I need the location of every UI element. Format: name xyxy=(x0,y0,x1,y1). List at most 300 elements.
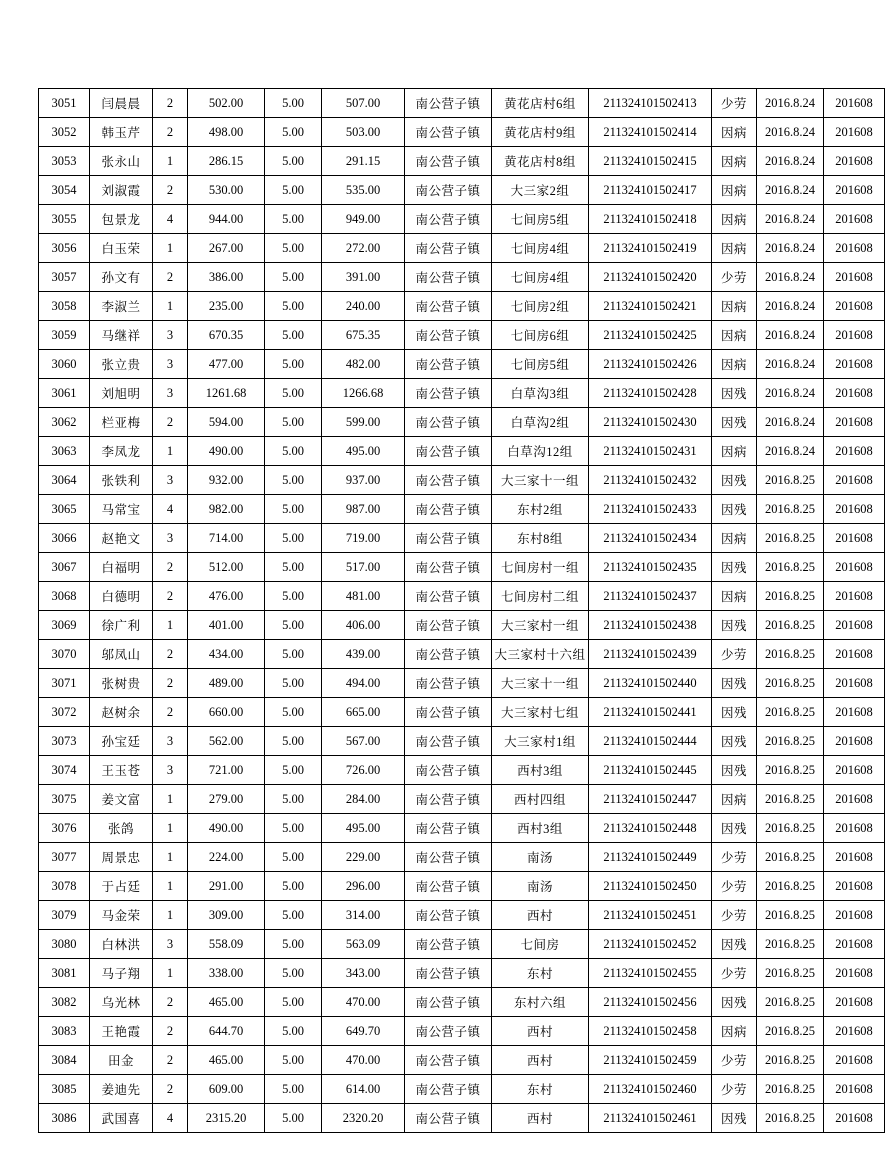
cell-id: 3056 xyxy=(39,234,90,263)
cell-count: 1 xyxy=(153,814,188,843)
cell-name: 张立贵 xyxy=(90,350,153,379)
cell-code: 211324101502435 xyxy=(589,553,712,582)
cell-amount: 477.00 xyxy=(188,350,265,379)
cell-town: 南公营子镇 xyxy=(405,640,492,669)
cell-reason: 少劳 xyxy=(712,1075,757,1104)
cell-amount: 530.00 xyxy=(188,176,265,205)
cell-date: 2016.8.24 xyxy=(757,205,824,234)
cell-village: 西村四组 xyxy=(492,785,589,814)
cell-amount: 498.00 xyxy=(188,118,265,147)
cell-total: 391.00 xyxy=(322,263,405,292)
cell-town: 南公营子镇 xyxy=(405,321,492,350)
cell-period: 201608 xyxy=(824,930,885,959)
table-row xyxy=(39,118,885,147)
cell-reason: 少劳 xyxy=(712,843,757,872)
cell-id: 3079 xyxy=(39,901,90,930)
cell-id: 3073 xyxy=(39,727,90,756)
cell-subsidy: 5.00 xyxy=(265,785,322,814)
cell-period: 201608 xyxy=(824,89,885,118)
cell-village: 东村 xyxy=(492,959,589,988)
cell-id: 3081 xyxy=(39,959,90,988)
cell-total: 240.00 xyxy=(322,292,405,321)
cell-total: 272.00 xyxy=(322,234,405,263)
cell-id: 3064 xyxy=(39,466,90,495)
cell-subsidy: 5.00 xyxy=(265,669,322,698)
cell-reason: 因残 xyxy=(712,988,757,1017)
cell-id: 3069 xyxy=(39,611,90,640)
cell-code: 211324101502421 xyxy=(589,292,712,321)
cell-name: 姜文富 xyxy=(90,785,153,814)
cell-town: 南公营子镇 xyxy=(405,872,492,901)
table-row xyxy=(39,205,885,234)
cell-id: 3057 xyxy=(39,263,90,292)
cell-town: 南公营子镇 xyxy=(405,930,492,959)
cell-village: 西村3组 xyxy=(492,814,589,843)
cell-date: 2016.8.24 xyxy=(757,379,824,408)
cell-date: 2016.8.25 xyxy=(757,988,824,1017)
cell-amount: 660.00 xyxy=(188,698,265,727)
cell-town: 南公营子镇 xyxy=(405,553,492,582)
table-row xyxy=(39,524,885,553)
cell-town: 南公营子镇 xyxy=(405,1046,492,1075)
cell-total: 229.00 xyxy=(322,843,405,872)
cell-code: 211324101502449 xyxy=(589,843,712,872)
cell-code: 211324101502445 xyxy=(589,756,712,785)
table-row xyxy=(39,1075,885,1104)
cell-period: 201608 xyxy=(824,408,885,437)
cell-amount: 562.00 xyxy=(188,727,265,756)
cell-reason: 少劳 xyxy=(712,872,757,901)
cell-town: 南公营子镇 xyxy=(405,1104,492,1133)
cell-total: 482.00 xyxy=(322,350,405,379)
cell-amount: 932.00 xyxy=(188,466,265,495)
cell-village: 七间房村二组 xyxy=(492,582,589,611)
cell-name: 乌光林 xyxy=(90,988,153,1017)
cell-subsidy: 5.00 xyxy=(265,176,322,205)
cell-subsidy: 5.00 xyxy=(265,611,322,640)
cell-total: 503.00 xyxy=(322,118,405,147)
table-row xyxy=(39,611,885,640)
table-row xyxy=(39,698,885,727)
cell-id: 3059 xyxy=(39,321,90,350)
cell-town: 南公营子镇 xyxy=(405,495,492,524)
cell-total: 495.00 xyxy=(322,814,405,843)
cell-period: 201608 xyxy=(824,118,885,147)
cell-count: 2 xyxy=(153,263,188,292)
cell-reason: 因残 xyxy=(712,1104,757,1133)
cell-name: 马金荣 xyxy=(90,901,153,930)
table-row xyxy=(39,1104,885,1133)
table-row xyxy=(39,727,885,756)
cell-count: 3 xyxy=(153,524,188,553)
cell-id: 3071 xyxy=(39,669,90,698)
cell-count: 2 xyxy=(153,582,188,611)
cell-id: 3055 xyxy=(39,205,90,234)
cell-village: 南汤 xyxy=(492,872,589,901)
cell-name: 白玉荣 xyxy=(90,234,153,263)
cell-reason: 因病 xyxy=(712,234,757,263)
cell-town: 南公营子镇 xyxy=(405,1075,492,1104)
cell-period: 201608 xyxy=(824,901,885,930)
cell-town: 南公营子镇 xyxy=(405,350,492,379)
cell-amount: 512.00 xyxy=(188,553,265,582)
cell-amount: 224.00 xyxy=(188,843,265,872)
table-row xyxy=(39,959,885,988)
beneficiary-table xyxy=(38,88,885,1133)
cell-count: 1 xyxy=(153,292,188,321)
cell-id: 3067 xyxy=(39,553,90,582)
cell-village: 大三家村十六组 xyxy=(492,640,589,669)
cell-count: 2 xyxy=(153,176,188,205)
cell-code: 211324101502434 xyxy=(589,524,712,553)
cell-code: 211324101502438 xyxy=(589,611,712,640)
cell-town: 南公营子镇 xyxy=(405,959,492,988)
cell-amount: 594.00 xyxy=(188,408,265,437)
cell-total: 296.00 xyxy=(322,872,405,901)
cell-village: 七间房5组 xyxy=(492,350,589,379)
cell-town: 南公营子镇 xyxy=(405,466,492,495)
cell-date: 2016.8.25 xyxy=(757,669,824,698)
cell-reason: 因病 xyxy=(712,292,757,321)
cell-total: 284.00 xyxy=(322,785,405,814)
cell-date: 2016.8.24 xyxy=(757,147,824,176)
cell-total: 567.00 xyxy=(322,727,405,756)
cell-period: 201608 xyxy=(824,611,885,640)
cell-count: 3 xyxy=(153,756,188,785)
cell-amount: 1261.68 xyxy=(188,379,265,408)
cell-name: 赵艳文 xyxy=(90,524,153,553)
cell-name: 于占廷 xyxy=(90,872,153,901)
cell-amount: 502.00 xyxy=(188,89,265,118)
cell-code: 211324101502447 xyxy=(589,785,712,814)
cell-code: 211324101502418 xyxy=(589,205,712,234)
cell-reason: 因病 xyxy=(712,147,757,176)
cell-count: 3 xyxy=(153,350,188,379)
cell-total: 726.00 xyxy=(322,756,405,785)
cell-amount: 670.35 xyxy=(188,321,265,350)
cell-village: 白草沟3组 xyxy=(492,379,589,408)
cell-period: 201608 xyxy=(824,756,885,785)
cell-id: 3082 xyxy=(39,988,90,1017)
cell-town: 南公营子镇 xyxy=(405,89,492,118)
cell-subsidy: 5.00 xyxy=(265,379,322,408)
cell-date: 2016.8.24 xyxy=(757,408,824,437)
table-row xyxy=(39,234,885,263)
cell-id: 3061 xyxy=(39,379,90,408)
cell-total: 470.00 xyxy=(322,988,405,1017)
cell-date: 2016.8.24 xyxy=(757,118,824,147)
cell-total: 517.00 xyxy=(322,553,405,582)
cell-reason: 因残 xyxy=(712,814,757,843)
cell-count: 1 xyxy=(153,437,188,466)
cell-amount: 476.00 xyxy=(188,582,265,611)
cell-name: 王玉苍 xyxy=(90,756,153,785)
cell-reason: 因残 xyxy=(712,698,757,727)
cell-count: 3 xyxy=(153,466,188,495)
cell-name: 白福明 xyxy=(90,553,153,582)
cell-count: 2 xyxy=(153,408,188,437)
cell-date: 2016.8.25 xyxy=(757,495,824,524)
cell-period: 201608 xyxy=(824,959,885,988)
cell-subsidy: 5.00 xyxy=(265,118,322,147)
table-row xyxy=(39,437,885,466)
cell-subsidy: 5.00 xyxy=(265,640,322,669)
cell-village: 东村8组 xyxy=(492,524,589,553)
table-row xyxy=(39,582,885,611)
cell-period: 201608 xyxy=(824,1075,885,1104)
cell-village: 大三家村一组 xyxy=(492,611,589,640)
cell-subsidy: 5.00 xyxy=(265,466,322,495)
cell-town: 南公营子镇 xyxy=(405,669,492,698)
cell-count: 1 xyxy=(153,872,188,901)
cell-amount: 490.00 xyxy=(188,437,265,466)
cell-village: 大三家十一组 xyxy=(492,466,589,495)
cell-amount: 721.00 xyxy=(188,756,265,785)
cell-total: 563.09 xyxy=(322,930,405,959)
cell-village: 七间房 xyxy=(492,930,589,959)
cell-name: 孙宝廷 xyxy=(90,727,153,756)
cell-id: 3053 xyxy=(39,147,90,176)
cell-amount: 982.00 xyxy=(188,495,265,524)
cell-name: 田金 xyxy=(90,1046,153,1075)
cell-name: 闫晨晨 xyxy=(90,89,153,118)
cell-name: 刘淑霞 xyxy=(90,176,153,205)
cell-total: 291.15 xyxy=(322,147,405,176)
cell-period: 201608 xyxy=(824,437,885,466)
cell-reason: 少劳 xyxy=(712,959,757,988)
cell-town: 南公营子镇 xyxy=(405,292,492,321)
cell-subsidy: 5.00 xyxy=(265,234,322,263)
table-row xyxy=(39,756,885,785)
cell-subsidy: 5.00 xyxy=(265,727,322,756)
cell-total: 507.00 xyxy=(322,89,405,118)
cell-subsidy: 5.00 xyxy=(265,959,322,988)
cell-total: 649.70 xyxy=(322,1017,405,1046)
cell-amount: 291.00 xyxy=(188,872,265,901)
cell-count: 3 xyxy=(153,727,188,756)
table-row xyxy=(39,147,885,176)
cell-reason: 因病 xyxy=(712,118,757,147)
cell-id: 3083 xyxy=(39,1017,90,1046)
cell-date: 2016.8.25 xyxy=(757,1046,824,1075)
cell-amount: 401.00 xyxy=(188,611,265,640)
cell-period: 201608 xyxy=(824,785,885,814)
cell-count: 1 xyxy=(153,147,188,176)
cell-name: 马子翔 xyxy=(90,959,153,988)
cell-amount: 490.00 xyxy=(188,814,265,843)
cell-count: 2 xyxy=(153,89,188,118)
table-row xyxy=(39,814,885,843)
cell-total: 599.00 xyxy=(322,408,405,437)
table-row xyxy=(39,292,885,321)
cell-name: 张铁利 xyxy=(90,466,153,495)
cell-count: 3 xyxy=(153,379,188,408)
cell-reason: 少劳 xyxy=(712,901,757,930)
cell-period: 201608 xyxy=(824,495,885,524)
cell-period: 201608 xyxy=(824,1017,885,1046)
cell-period: 201608 xyxy=(824,640,885,669)
cell-village: 南汤 xyxy=(492,843,589,872)
cell-name: 赵树余 xyxy=(90,698,153,727)
cell-subsidy: 5.00 xyxy=(265,263,322,292)
cell-town: 南公营子镇 xyxy=(405,205,492,234)
cell-subsidy: 5.00 xyxy=(265,350,322,379)
cell-count: 1 xyxy=(153,611,188,640)
cell-period: 201608 xyxy=(824,147,885,176)
cell-id: 3086 xyxy=(39,1104,90,1133)
cell-reason: 因残 xyxy=(712,756,757,785)
cell-period: 201608 xyxy=(824,379,885,408)
cell-town: 南公营子镇 xyxy=(405,176,492,205)
cell-period: 201608 xyxy=(824,553,885,582)
table-row xyxy=(39,553,885,582)
cell-reason: 因残 xyxy=(712,727,757,756)
cell-reason: 因残 xyxy=(712,611,757,640)
cell-date: 2016.8.25 xyxy=(757,1104,824,1133)
cell-town: 南公营子镇 xyxy=(405,147,492,176)
cell-town: 南公营子镇 xyxy=(405,1017,492,1046)
cell-town: 南公营子镇 xyxy=(405,379,492,408)
cell-date: 2016.8.25 xyxy=(757,930,824,959)
cell-id: 3054 xyxy=(39,176,90,205)
cell-period: 201608 xyxy=(824,872,885,901)
cell-date: 2016.8.25 xyxy=(757,640,824,669)
cell-subsidy: 5.00 xyxy=(265,205,322,234)
cell-town: 南公营子镇 xyxy=(405,756,492,785)
cell-date: 2016.8.25 xyxy=(757,466,824,495)
cell-total: 495.00 xyxy=(322,437,405,466)
cell-code: 211324101502420 xyxy=(589,263,712,292)
cell-reason: 因病 xyxy=(712,437,757,466)
cell-total: 470.00 xyxy=(322,1046,405,1075)
cell-total: 535.00 xyxy=(322,176,405,205)
cell-count: 2 xyxy=(153,988,188,1017)
cell-reason: 因病 xyxy=(712,350,757,379)
cell-id: 3052 xyxy=(39,118,90,147)
cell-name: 武国喜 xyxy=(90,1104,153,1133)
cell-total: 949.00 xyxy=(322,205,405,234)
cell-name: 王艳霞 xyxy=(90,1017,153,1046)
cell-count: 1 xyxy=(153,901,188,930)
cell-total: 314.00 xyxy=(322,901,405,930)
cell-count: 2 xyxy=(153,1017,188,1046)
cell-date: 2016.8.24 xyxy=(757,292,824,321)
cell-total: 343.00 xyxy=(322,959,405,988)
cell-total: 406.00 xyxy=(322,611,405,640)
cell-code: 211324101502430 xyxy=(589,408,712,437)
cell-village: 七间房4组 xyxy=(492,263,589,292)
cell-subsidy: 5.00 xyxy=(265,553,322,582)
cell-count: 3 xyxy=(153,321,188,350)
cell-subsidy: 5.00 xyxy=(265,524,322,553)
cell-village: 黄花店村9组 xyxy=(492,118,589,147)
cell-code: 211324101502450 xyxy=(589,872,712,901)
cell-reason: 少劳 xyxy=(712,1046,757,1075)
cell-name: 周景忠 xyxy=(90,843,153,872)
cell-id: 3084 xyxy=(39,1046,90,1075)
cell-amount: 286.15 xyxy=(188,147,265,176)
cell-count: 2 xyxy=(153,118,188,147)
cell-date: 2016.8.25 xyxy=(757,959,824,988)
cell-total: 481.00 xyxy=(322,582,405,611)
cell-period: 201608 xyxy=(824,669,885,698)
cell-amount: 235.00 xyxy=(188,292,265,321)
cell-date: 2016.8.25 xyxy=(757,553,824,582)
cell-reason: 少劳 xyxy=(712,263,757,292)
cell-subsidy: 5.00 xyxy=(265,930,322,959)
cell-code: 211324101502460 xyxy=(589,1075,712,1104)
cell-village: 大三家2组 xyxy=(492,176,589,205)
cell-code: 211324101502426 xyxy=(589,350,712,379)
cell-total: 614.00 xyxy=(322,1075,405,1104)
cell-village: 黄花店村6组 xyxy=(492,89,589,118)
cell-amount: 267.00 xyxy=(188,234,265,263)
table-row xyxy=(39,930,885,959)
cell-reason: 少劳 xyxy=(712,640,757,669)
cell-count: 2 xyxy=(153,669,188,698)
table-row xyxy=(39,843,885,872)
cell-code: 211324101502452 xyxy=(589,930,712,959)
cell-subsidy: 5.00 xyxy=(265,408,322,437)
table-row xyxy=(39,466,885,495)
cell-subsidy: 5.00 xyxy=(265,1075,322,1104)
cell-total: 1266.68 xyxy=(322,379,405,408)
cell-name: 张树贵 xyxy=(90,669,153,698)
cell-town: 南公营子镇 xyxy=(405,524,492,553)
cell-id: 3068 xyxy=(39,582,90,611)
cell-subsidy: 5.00 xyxy=(265,1046,322,1075)
cell-name: 姜迪先 xyxy=(90,1075,153,1104)
cell-town: 南公营子镇 xyxy=(405,234,492,263)
cell-town: 南公营子镇 xyxy=(405,437,492,466)
cell-reason: 因病 xyxy=(712,1017,757,1046)
cell-id: 3076 xyxy=(39,814,90,843)
cell-period: 201608 xyxy=(824,698,885,727)
cell-total: 987.00 xyxy=(322,495,405,524)
cell-total: 494.00 xyxy=(322,669,405,698)
cell-reason: 因病 xyxy=(712,321,757,350)
cell-name: 张鸽 xyxy=(90,814,153,843)
table-row xyxy=(39,379,885,408)
cell-date: 2016.8.25 xyxy=(757,582,824,611)
cell-total: 439.00 xyxy=(322,640,405,669)
cell-total: 2320.20 xyxy=(322,1104,405,1133)
cell-name: 李淑兰 xyxy=(90,292,153,321)
cell-subsidy: 5.00 xyxy=(265,698,322,727)
cell-village: 七间房5组 xyxy=(492,205,589,234)
table-row xyxy=(39,640,885,669)
cell-code: 211324101502456 xyxy=(589,988,712,1017)
cell-date: 2016.8.24 xyxy=(757,176,824,205)
cell-subsidy: 5.00 xyxy=(265,988,322,1017)
cell-town: 南公营子镇 xyxy=(405,785,492,814)
cell-village: 白草沟12组 xyxy=(492,437,589,466)
cell-code: 211324101502459 xyxy=(589,1046,712,1075)
table-row xyxy=(39,901,885,930)
cell-name: 白德明 xyxy=(90,582,153,611)
cell-reason: 因残 xyxy=(712,379,757,408)
cell-subsidy: 5.00 xyxy=(265,292,322,321)
cell-date: 2016.8.25 xyxy=(757,698,824,727)
cell-village: 七间房村一组 xyxy=(492,553,589,582)
cell-count: 2 xyxy=(153,1046,188,1075)
cell-subsidy: 5.00 xyxy=(265,814,322,843)
cell-reason: 因病 xyxy=(712,785,757,814)
cell-count: 2 xyxy=(153,553,188,582)
cell-town: 南公营子镇 xyxy=(405,611,492,640)
cell-subsidy: 5.00 xyxy=(265,495,322,524)
cell-village: 大三家村1组 xyxy=(492,727,589,756)
